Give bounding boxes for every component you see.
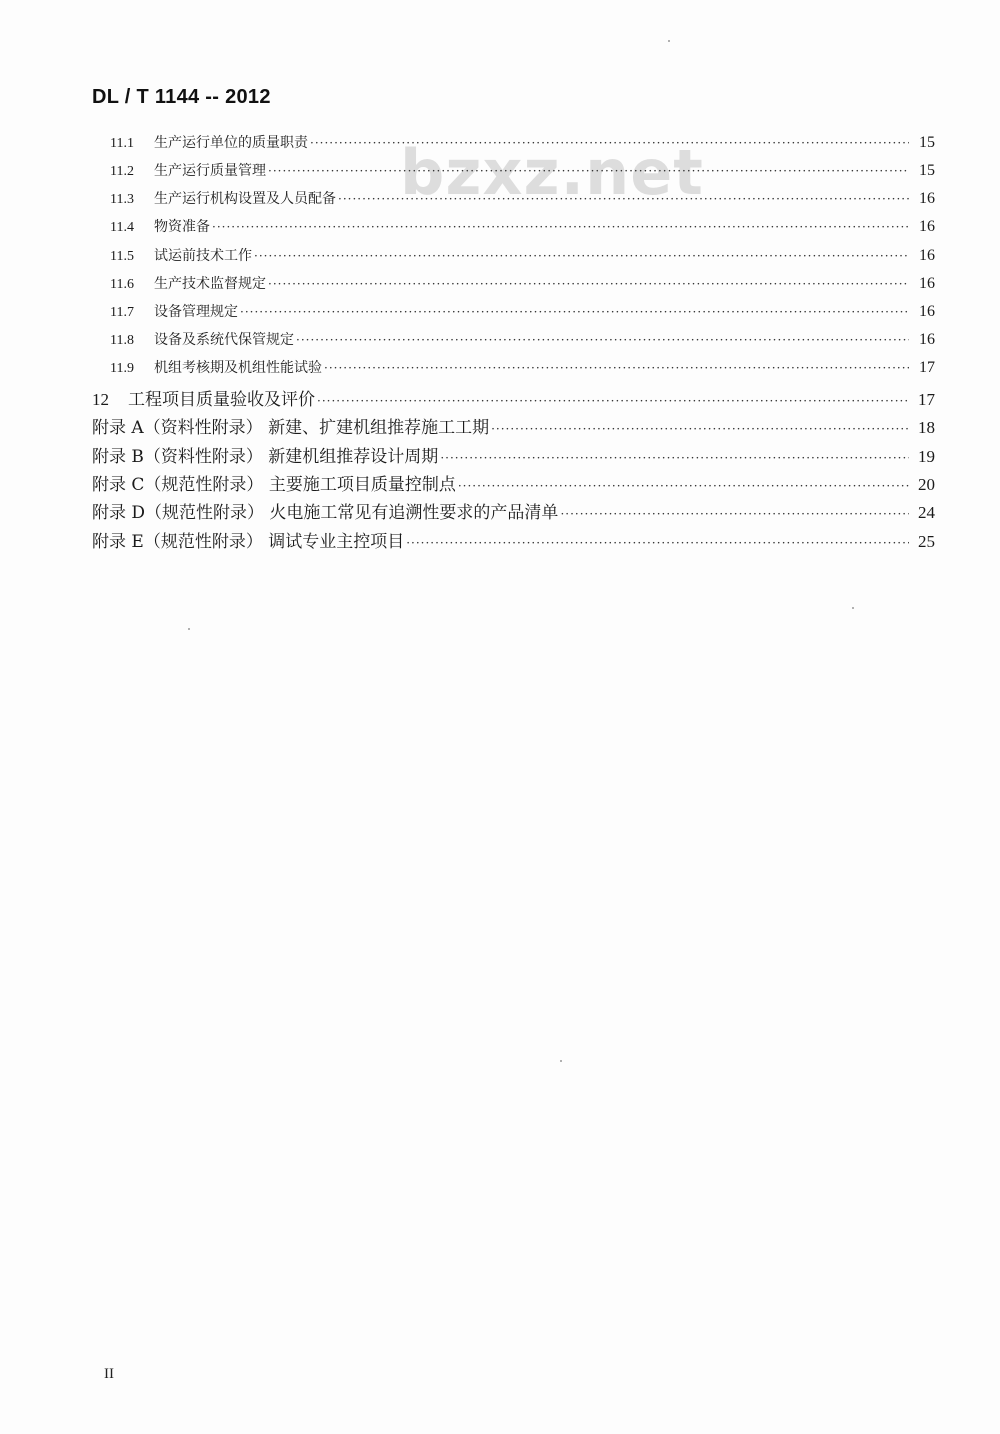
toc-entry-number: 11.9 (110, 361, 134, 376)
dot-leader (406, 536, 909, 550)
toc-entry-11-2[interactable] (110, 160, 935, 188)
toc-entry-page: 25 (918, 532, 935, 551)
scan-speck (188, 628, 190, 630)
toc-entry-page: 24 (918, 503, 935, 522)
toc-entry-12[interactable] (92, 385, 935, 413)
toc-entry-number: 11.5 (110, 249, 134, 264)
toc-entry-number: 11.4 (110, 220, 134, 235)
toc-entry-title: 生产运行单位的质量职责 (154, 135, 308, 151)
toc-entry-page: 16 (919, 275, 935, 292)
dot-leader (268, 164, 909, 178)
dot-leader (338, 192, 909, 206)
toc-entry-11-5[interactable] (110, 245, 935, 273)
toc-entry-number: 11.2 (110, 164, 134, 179)
toc-entry-title: 附录 D（规范性附录） 火电施工常见有追溯性要求的产品清单 (92, 503, 559, 523)
toc-entry-page: 16 (919, 303, 935, 320)
toc-entry-title: 生产技术监督规定 (154, 276, 266, 292)
toc-entry-title: 工程项目质量验收及评价 (128, 390, 315, 410)
toc-entry-title: 生产运行机构设置及人员配备 (154, 191, 336, 207)
toc-entry-appendix-b[interactable] (92, 442, 935, 470)
toc-entry-page: 17 (918, 390, 935, 409)
toc-entry-title: 附录 A（资料性附录） 新建、扩建机组推荐施工工期 (92, 418, 490, 438)
toc-entry-title: 试运前技术工作 (154, 248, 252, 264)
toc-entry-11-1[interactable] (110, 132, 935, 160)
toc-entry-appendix-a[interactable] (92, 413, 935, 441)
page-number: II (104, 1366, 114, 1382)
toc-entry-page: 15 (919, 162, 935, 179)
toc-entry-page: 17 (919, 359, 935, 376)
toc-entry-title: 生产运行质量管理 (154, 163, 266, 179)
toc-entry-page: 16 (919, 218, 935, 235)
watermark: bzxz.net (400, 136, 704, 209)
document-code-header: DL / T 1144 -- 2012 (92, 86, 271, 108)
toc-entry-number: 12 (92, 390, 109, 409)
dot-leader (458, 479, 909, 493)
toc-entry-title: 附录 E（规范性附录） 调试专业主控项目 (92, 532, 405, 552)
toc-entry-appendix-d[interactable] (92, 498, 935, 526)
scan-speck (668, 40, 670, 42)
scan-speck (560, 1060, 562, 1062)
toc-entry-page: 20 (918, 475, 935, 494)
toc-entry-11-8[interactable] (110, 329, 935, 357)
dot-leader (560, 507, 909, 521)
dot-leader (254, 249, 909, 263)
dot-leader (212, 220, 909, 234)
dot-leader (310, 136, 909, 150)
toc-entry-title: 设备及系统代保管规定 (154, 332, 294, 348)
toc-entry-11-7[interactable] (110, 301, 935, 329)
toc-entry-11-6[interactable] (110, 273, 935, 301)
toc-entry-number: 11.3 (110, 192, 134, 207)
toc-entry-page: 15 (919, 134, 935, 151)
toc-entry-page: 16 (919, 190, 935, 207)
toc-entry-number: 11.8 (110, 333, 134, 348)
dot-leader (240, 305, 909, 319)
dot-leader (317, 394, 909, 408)
toc-entry-page: 18 (918, 418, 935, 437)
toc-entry-11-9[interactable] (110, 357, 935, 385)
dot-leader (268, 277, 909, 291)
dot-leader (296, 333, 909, 347)
toc-entry-page: 16 (919, 247, 935, 264)
toc-entry-page: 16 (919, 331, 935, 348)
toc-entry-page: 19 (918, 447, 935, 466)
toc-entry-11-3[interactable] (110, 188, 935, 216)
toc-entry-title: 物资准备 (154, 219, 210, 235)
toc-entry-title: 机组考核期及机组性能试验 (154, 360, 322, 376)
toc-entry-number: 11.6 (110, 277, 134, 292)
toc-entry-11-4[interactable] (110, 216, 935, 244)
toc-entry-appendix-c[interactable] (92, 470, 935, 498)
toc-entry-title: 附录 B（资料性附录） 新建机组推荐设计周期 (92, 447, 439, 467)
toc-entry-title: 设备管理规定 (154, 304, 238, 320)
toc-entry-number: 11.7 (110, 305, 134, 320)
dot-leader (491, 422, 909, 436)
dot-leader (440, 451, 909, 465)
dot-leader (324, 361, 909, 375)
toc-entry-appendix-e[interactable] (92, 527, 935, 555)
toc-entry-title: 附录 C（规范性附录） 主要施工项目质量控制点 (92, 475, 456, 495)
toc-entry-number: 11.1 (110, 136, 134, 151)
scan-speck (852, 607, 854, 609)
